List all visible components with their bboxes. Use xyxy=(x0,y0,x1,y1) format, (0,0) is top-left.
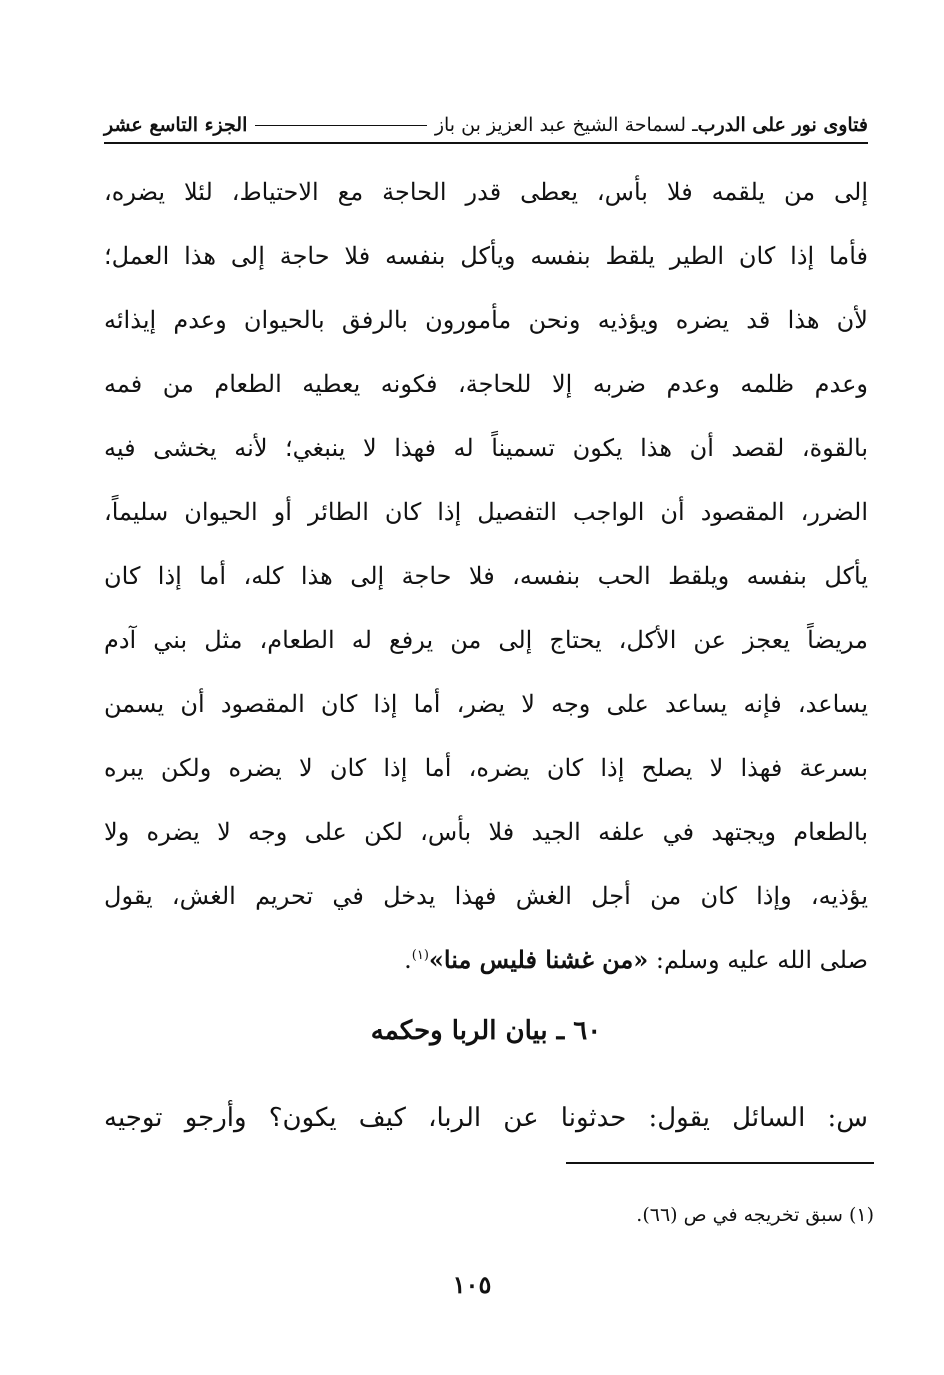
body-line: بسرعة فهذا لا يصلح إذا كان يضره، أما إذا كان لا يضره ولكن يبره xyxy=(104,754,868,782)
footnote: (١) سبق تخريجه في ص (٦٦). xyxy=(636,1204,874,1226)
author-name: ـ لسماحة الشيخ عبد العزيز بن باز xyxy=(434,114,698,136)
body-line: فأما إذا كان الطير يلقط بنفسه ويأكل بنفسه فلا حاجة إلى هذا العمل؛ xyxy=(104,242,868,270)
body-line: بالقوة، لقصد أن هذا يكون تسميناً له فهذا لا ينبغي؛ لأنه يخشى فيه xyxy=(104,434,868,462)
footnote-reference: (١) xyxy=(411,948,429,963)
footnote-separator xyxy=(566,1162,874,1164)
salutation-text: صلى الله عليه وسلم: xyxy=(648,946,868,974)
section-heading: ٦٠ ـ بيان الربا وحكمه xyxy=(370,1016,602,1046)
body-line: يأكل بنفسه ويلقط الحب بنفسه، فلا حاجة إلى هذا كله، أما إذا كان xyxy=(104,562,868,590)
running-header xyxy=(104,108,868,144)
book-title: فتاوى نور على الدرب xyxy=(697,114,868,136)
header-dash-rule xyxy=(255,125,426,126)
body-text xyxy=(104,160,868,992)
hadith-quote: «من غشنا فليس منا» xyxy=(428,945,649,974)
body-line: بالطعام ويجتهد في علفه الجيد فلا بأس، لكن على وجه لا يضره ولا xyxy=(104,818,868,846)
body-line: الضرر، المقصود أن الواجب التفصيل إذا كان الطائر أو الحيوان سليماً، xyxy=(104,498,868,526)
body-line: وعدم ظلمه وعدم ضربه إلا للحاجة، فكونه يعطيه الطعام من فمه xyxy=(104,370,868,398)
volume-label: الجزء التاسع عشر xyxy=(104,114,248,136)
body-line: يساعد، فإنه يساعد على وجه لا يضر، أما إذا كان المقصود أن يسمن xyxy=(104,690,868,718)
body-line: لأن هذا قد يضره ويؤذيه ونحن مأمورون بالرفق بالحيوان وعدم إيذائه xyxy=(104,306,868,334)
body-line: مريضاً يعجز عن الأكل، يحتاج إلى من يرفع له الطعام، مثل بني آدم xyxy=(104,626,868,654)
body-line: يؤذيه، وإذا كان من أجل الغش فهذا يدخل في تحريم الغش، يقول xyxy=(104,882,868,910)
question-line: س: السائل يقول: حدثونا عن الربا، كيف يكون؟ وأرجو توجيه xyxy=(104,1103,868,1133)
sentence-end: . xyxy=(404,946,412,974)
page-number: ١٠٥ xyxy=(452,1270,492,1299)
body-line: إلى من يلقمه فلا بأس، يعطى قدر الحاجة مع الاحتياط، لئلا يضره، xyxy=(104,178,868,206)
body-line-last xyxy=(104,928,868,992)
